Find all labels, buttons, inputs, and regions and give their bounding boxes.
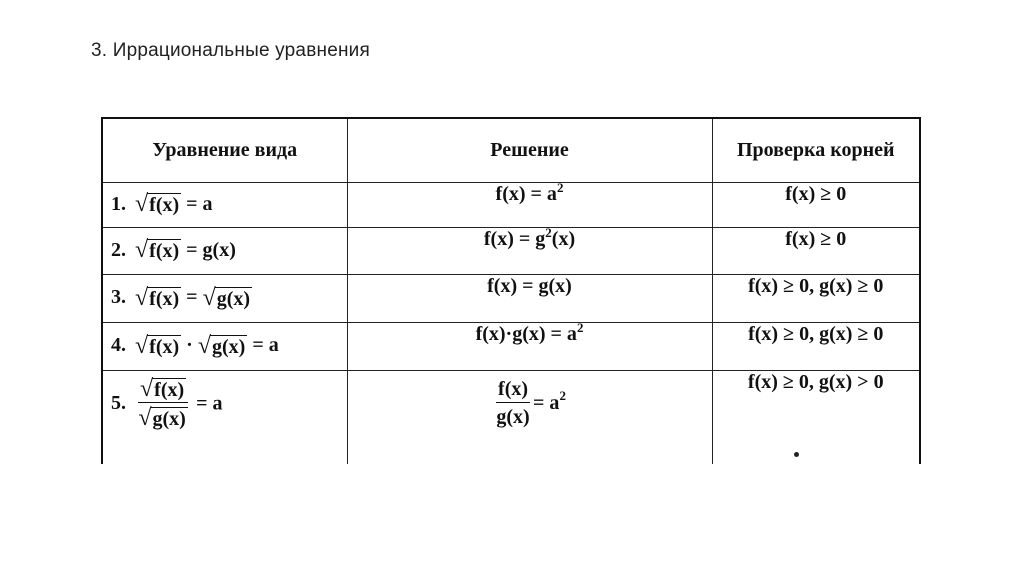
equations-table-frame: [101, 117, 919, 463]
row-number: 5.: [111, 391, 126, 414]
header-solution: Решение: [347, 118, 712, 182]
equation-cell: [102, 227, 347, 274]
fraction-denominator: [138, 403, 188, 430]
solution-text: f(x)·g(x) = a: [475, 322, 577, 345]
equation-rest: = a: [196, 391, 223, 414]
stray-dot: [794, 452, 799, 457]
equation-rest: = g(x): [186, 238, 236, 261]
fraction-numerator: f(x): [496, 377, 530, 403]
sqrt-expression: [202, 284, 253, 311]
radical-sign: √: [135, 237, 149, 264]
row-number: 2.: [111, 238, 126, 261]
sqrt-expression: [138, 407, 188, 430]
check-cell: f(x) ≥ 0: [712, 182, 920, 227]
equation-mid: =: [186, 286, 198, 309]
header-check: Проверка корней: [712, 118, 920, 182]
table-row: [102, 370, 920, 464]
equation-rest: = a: [252, 334, 279, 357]
radical-sign: √: [135, 284, 149, 311]
sqrt-expression: [135, 284, 181, 311]
radical-sign: √: [135, 191, 149, 218]
check-cell: f(x) ≥ 0: [712, 227, 920, 274]
fraction: [496, 377, 530, 430]
row-number: 4.: [111, 334, 126, 357]
check-cell: f(x) ≥ 0, g(x) > 0: [712, 370, 920, 464]
sqrt-expression: [135, 332, 181, 359]
radical-sign: √: [135, 332, 149, 359]
exponent: 2: [545, 224, 552, 240]
solution-right: (x): [551, 227, 576, 250]
radical-sign: √: [197, 332, 211, 359]
header-equation: Уравнение вида: [102, 118, 347, 182]
row-number: 3.: [111, 286, 126, 309]
solution-cell: [347, 224, 712, 274]
solution-rest: = a: [533, 391, 560, 414]
sqrt-expression: [135, 239, 181, 262]
table-row: [102, 182, 920, 227]
check-cell: f(x) ≥ 0, g(x) ≥ 0: [712, 274, 920, 322]
radical-sign: √: [140, 376, 154, 403]
table-row: [102, 322, 920, 370]
sqrt-expression: [140, 378, 186, 401]
row-number: 1.: [111, 192, 126, 215]
fraction-numerator: [138, 377, 188, 404]
radicand: f(x): [154, 379, 185, 402]
equation-cell: [102, 274, 347, 322]
sqrt-expression: [197, 332, 248, 359]
radical-sign: √: [138, 405, 152, 432]
radicand: g(x): [216, 287, 251, 310]
equation-mid: ·: [186, 334, 193, 357]
solution-cell: [347, 179, 712, 227]
slide-title: 3. Иррациональные уравнения: [91, 40, 370, 61]
solution-left: f(x) = g: [483, 227, 546, 250]
header-row: [102, 118, 920, 182]
table-row: [102, 227, 920, 274]
radicand: f(x): [149, 335, 180, 358]
solution-cell: f(x) = g(x): [347, 274, 712, 322]
radicand: g(x): [152, 408, 186, 431]
exponent: 2: [556, 179, 564, 195]
fraction-denominator: g(x): [496, 405, 530, 428]
radicand: f(x): [149, 240, 180, 263]
fraction: [138, 377, 188, 431]
solution-cell: [347, 319, 712, 370]
solution-text: f(x) = a: [495, 182, 557, 205]
radicand: g(x): [212, 335, 246, 358]
equation-cell: [102, 370, 347, 464]
sqrt-expression: [135, 193, 181, 216]
equation-rest: = a: [186, 192, 213, 215]
equation-cell: [102, 182, 347, 227]
radicand: f(x): [149, 194, 180, 217]
exponent: 2: [576, 319, 584, 335]
equations-table: [101, 117, 921, 464]
radical-sign: √: [202, 284, 216, 311]
check-cell: f(x) ≥ 0, g(x) ≥ 0: [712, 322, 920, 370]
table-row: [102, 274, 920, 322]
radicand: f(x): [149, 287, 180, 310]
equation-cell: [102, 322, 347, 370]
exponent: 2: [559, 387, 566, 403]
solution-cell: [347, 370, 712, 464]
